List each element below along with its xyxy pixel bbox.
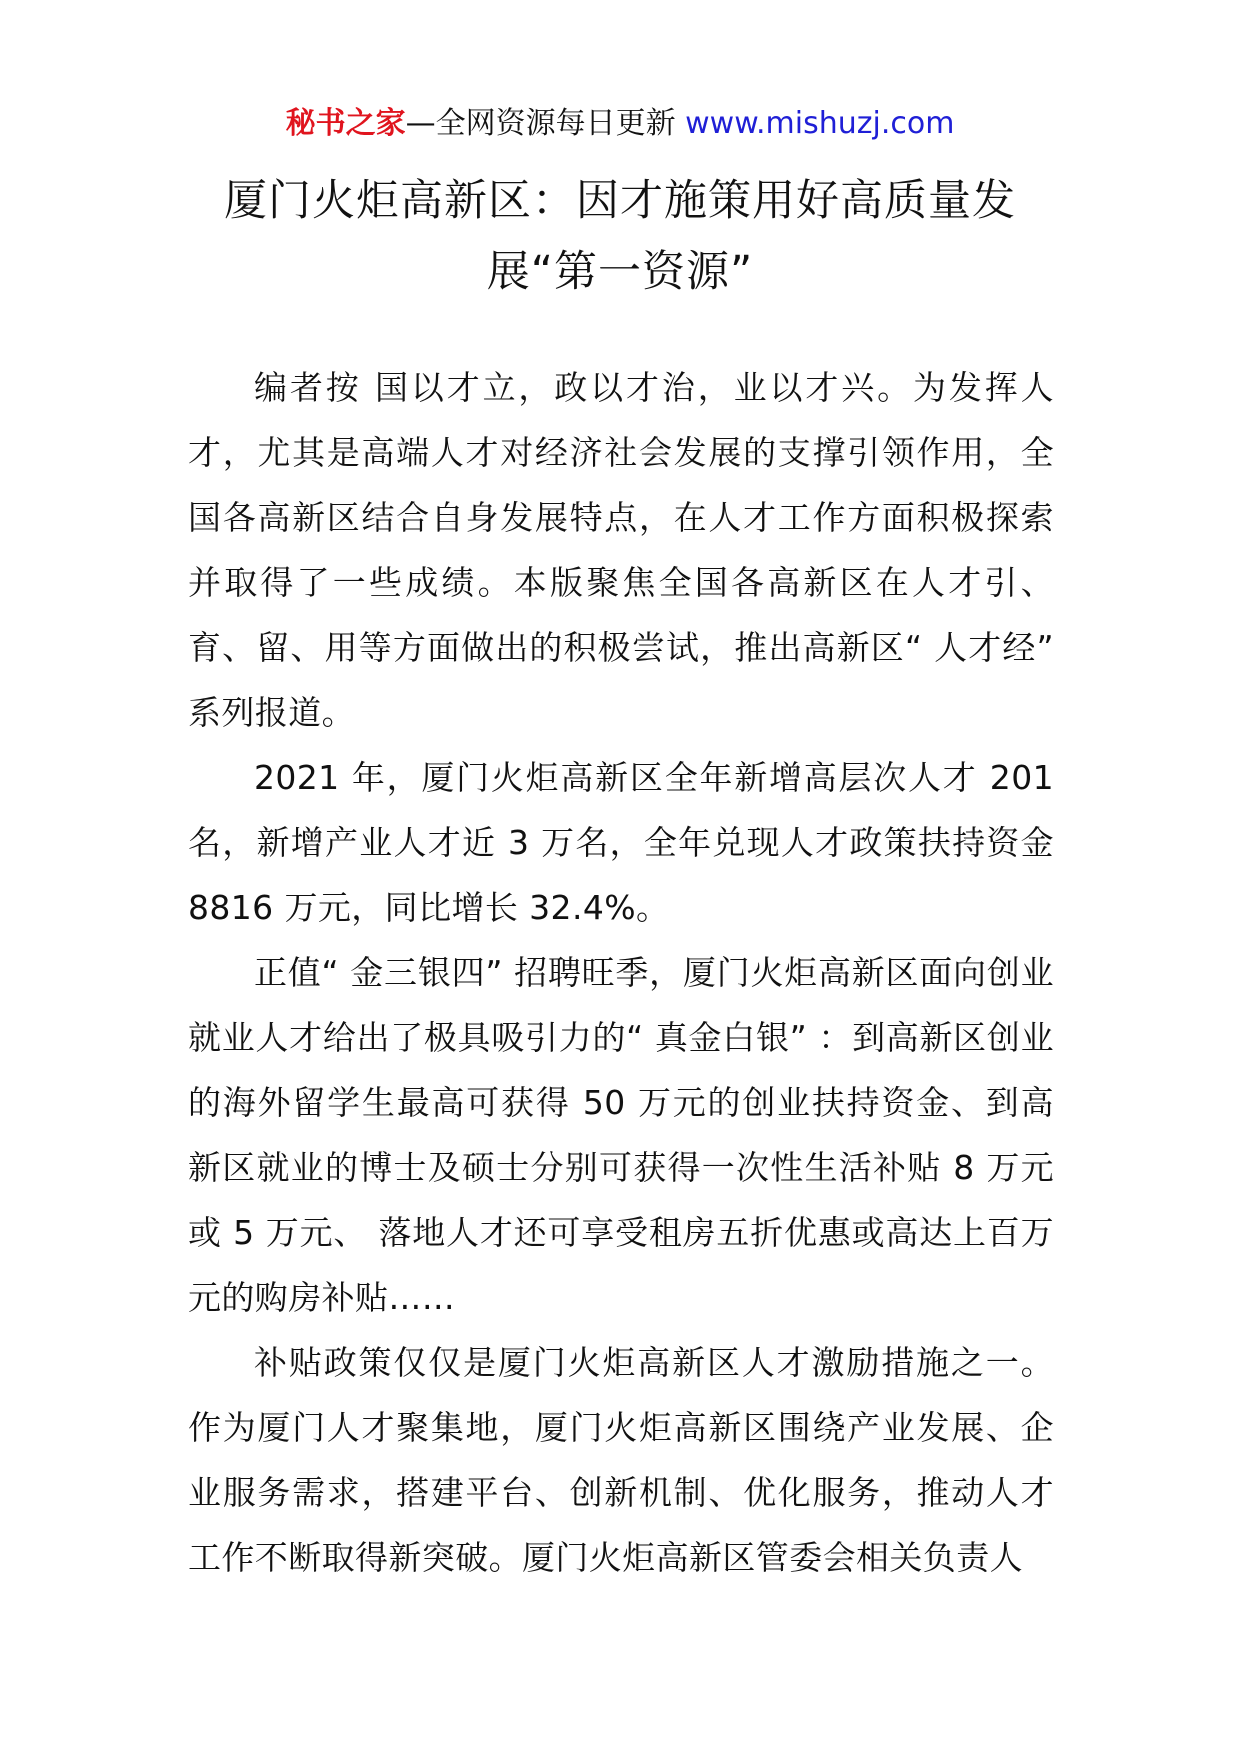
article-body — [188, 355, 1054, 1590]
site-url-link[interactable]: www.mishuzj.com — [685, 106, 955, 141]
editor-note-paragraph: 编者按 国以才立，政以才治，业以才兴。为发挥人才，尤其是高端人才对经济社会发展的支撑引领作用，全国各高新区结合自身发展特点，在人才工作方面积极探索并取得了一些成绩。本版聚焦全国各高新区在人才引、育、留、用等方面做出的积极尝试，推出高新区“ 人才经” 系列报道。 — [188, 368, 1054, 732]
site-tagline: —全网资源每日更新 — [405, 106, 676, 141]
document-title: 厦门火炬高新区：因才施策用好高质量发展“第一资源” — [224, 176, 1016, 297]
statistics-paragraph: 2021 年，厦门火炬高新区全年新增高层次人才 201 名，新增产业人才近 3 万名，全年兑现人才政策扶持资金 8816 万元，同比增长 32.4%。 — [188, 758, 1054, 927]
policy-paragraph: 补贴政策仅仅是厦门火炬高新区人才激励措施之一。作为厦门人才聚集地，厦门火炬高新区围绕产业发展、企业服务需求，搭建平台、创新机制、优化服务，推动人才工作不断取得新突破。厦门火炬高新区管委会相关负责人 — [188, 1343, 1054, 1577]
site-header — [0, 104, 1240, 144]
recruitment-paragraph: 正值“ 金三银四” 招聘旺季，厦门火炬高新区面向创业就业人才给出了极具吸引力的“ 真金白银” ：到高新区创业的海外留学生最高可获得 50 万元的创业扶持资金、到高新区就业的博士及硕士分别可获得一次性生活补贴 8 万元或 5 万元、 落地人才还可享受租房五折优惠或高达上百万元的购房补贴…… — [188, 953, 1054, 1317]
site-brand: 秘书之家 — [285, 106, 406, 141]
